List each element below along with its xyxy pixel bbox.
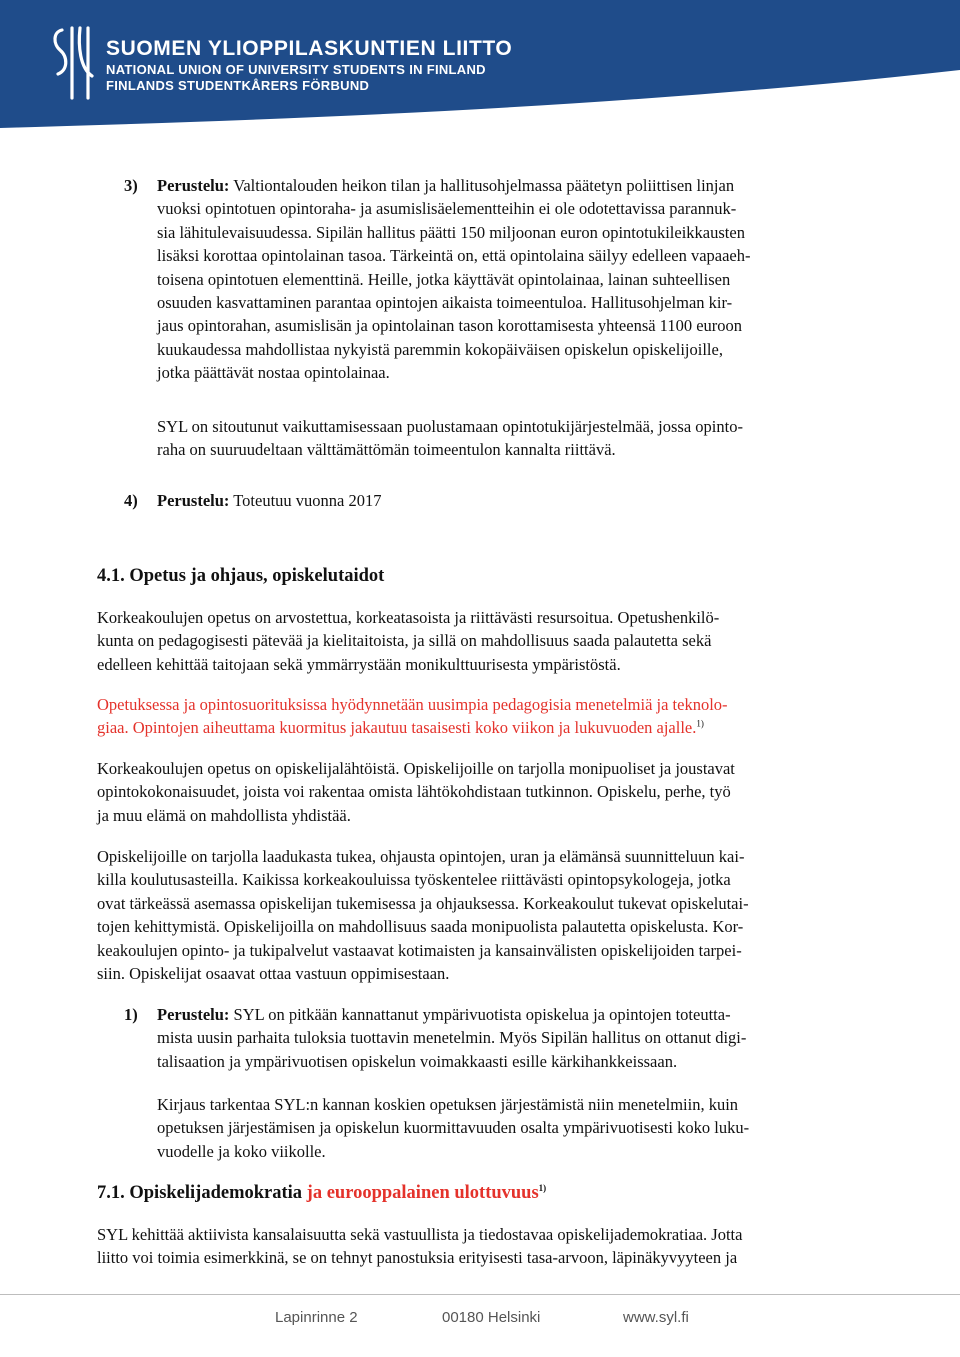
s41-item-1-paragraph-2	[157, 1093, 877, 1163]
item-3-line-4: lisäksi korottaa opintolainan tasoa. Tärkeintä on, että opintolaina säilyy edelleen vapaaeh-	[157, 246, 751, 266]
s41-p2-line-2: giaa. Opintojen aiheuttama kuormitus jakautuu tasaisesti koko viikon ja lukuvuoden ajalle.	[97, 718, 697, 738]
s71-p1-line-2: liitto voi toimia esimerkkinä, se on tehnyt panostuksia erityisesti tasa-arvoon, läpinäkyvyyteen ja	[97, 1248, 738, 1268]
item-3-line-8: kuukaudessa mahdollistaa nykyistä paremmin kokopäiväisen opiskelun opiskelijoille,	[157, 339, 723, 359]
s41-p2-line-1: Opetuksessa ja opintosuorituksissa hyödynnetään uusimpia pedagogisia menetelmiä ja teknolo-	[97, 695, 728, 714]
s41-p3-line-1: Korkeakoulujen opetus on opiskelijalähtöistä. Opiskelijoille on tarjolla monipuoliset ja joustavat	[97, 759, 735, 778]
item-3-para2-line-2: raha on suuruudeltaan välttämättömän toimeentulon kannalta riittävä.	[157, 440, 616, 460]
s41-item-1-p2-line-3: vuodelle ja koko viikolle.	[157, 1141, 326, 1161]
section-4-1-heading: 4.1. Opetus ja ohjaus, opiskelutaidot	[97, 566, 385, 586]
item-4-text: Toteutuu vuonna 2017	[233, 491, 382, 510]
s41-p4-line-1: Opiskelijoille on tarjolla laadukasta tukea, ohjausta opintojen, uran ja elämänsä suunnitteluun kai-	[97, 847, 745, 866]
s41-p4-line-3: ovat tärkeässä asemassa opiskelijan tukemisessa ja ohjauksessa. Korkeakoulut tukevat opiskelutai-	[97, 893, 749, 913]
section-7-1-heading	[97, 1181, 546, 1205]
page-header	[0, 0, 960, 150]
item-3-number: 3)	[124, 176, 138, 195]
s71-heading-highlighted: ja eurooppalainen ulottuvuus	[306, 1183, 539, 1203]
item-3-paragraph-2	[157, 415, 877, 462]
s41-item-1-p2-line-1: Kirjaus tarkentaa SYL:n kannan koskien opetuksen järjestämistä niin menetelmiin, kuin	[157, 1095, 739, 1114]
section-4-1-paragraph-1	[97, 606, 887, 676]
item-4-label: Perustelu:	[157, 491, 230, 510]
s41-p2-footnote-mark: 1)	[696, 718, 704, 729]
org-name-english: NATIONAL UNION OF UNIVERSITY STUDENTS IN FINLAND	[106, 62, 486, 77]
item-3-line-5: toisena opintotuen elementtinä. Heille, jotka käyttävät opintolainaa, lainan suhteellisen	[157, 269, 731, 289]
s71-heading-main: 7.1. Opiskelijademokratia	[97, 1183, 303, 1203]
organization-name	[106, 36, 512, 94]
item-3-line-9: jotka päättävät nostaa opintolainaa.	[157, 363, 390, 383]
syl-logo-icon	[50, 24, 96, 102]
section-4-1-paragraph-2-highlighted	[97, 693, 887, 740]
s41-p4-line-5: keakoulujen opinto- ja tukipalvelut vastaavat kotimaisten ja kansainvälisten opiskelijoiden tarpei-	[97, 940, 742, 960]
item-3-line-7: jaus opintorahan, asumislisän ja opintolainan tason korottamisesta yhteensä 1100 euroon	[157, 316, 743, 336]
s41-item-1-number: 1)	[124, 1005, 138, 1024]
s41-p1-line-1: Korkeakoulujen opetus on arvostettua, korkeatasoista ja riittävästi resursoitua. Opetushenkilö-	[97, 608, 720, 627]
footer-website-link[interactable]: www.syl.fi	[623, 1309, 689, 1326]
s41-item-1-line-3: talisaation ja ympärivuotisen opiskelun voimakkaasti esille kärkihankkeissaan.	[157, 1051, 678, 1071]
footer-divider	[0, 1294, 960, 1295]
section-7-1-paragraph-1	[97, 1223, 887, 1270]
item-3	[124, 174, 877, 385]
item-4	[124, 489, 877, 512]
s41-p3-line-2: opintokokonaisuudet, joista voi rakentaa omista lähtökohdistaan tutkinnon. Opiskelu, perhe, työ	[97, 782, 731, 802]
s41-p1-line-2: kunta on pedagogisesti pätevää ja kielitaitoista, ja sillä on mahdollisuus saada palautetta sekä	[97, 631, 712, 651]
s71-heading-footnote-mark: 1)	[538, 1182, 547, 1193]
item-4-paragraph	[157, 489, 877, 512]
section-4-1-item-1	[124, 1003, 877, 1073]
s41-p1-line-3: edelleen kehittää taitojaan sekä ymmärrystään monikulttuurisesta ympäristöstä.	[97, 654, 621, 674]
s41-p4-line-6: siin. Opiskelijat osaavat ottaa vastuun oppimisestaan.	[97, 964, 450, 984]
section-4-1-paragraph-3	[97, 757, 887, 827]
item-3-line-3: sia lähitulevaisuudessa. Sipilän hallitus päätti 150 miljoonan euron opintotukileikkausten	[157, 222, 745, 242]
org-name-swedish: FINLANDS STUDENTKÅRERS FÖRBUND	[106, 78, 370, 93]
item-3-line-1: Valtiontalouden heikon tilan ja hallitusohjelmassa päätetyn poliittisen linjan	[233, 176, 735, 195]
item-3-label: Perustelu:	[157, 176, 230, 195]
s41-item-1-paragraph	[157, 1003, 877, 1073]
s41-item-1-label: Perustelu:	[157, 1005, 230, 1024]
s41-item-1-line-1: SYL on pitkään kannattanut ympärivuotista opiskelua ja opintojen toteutta-	[233, 1005, 731, 1024]
item-3-line-2: vuoksi opintotuen opintoraha- ja asumislisäelementteihin ei ole odotettavissa parannuk-	[157, 199, 737, 219]
footer-postal: 00180 Helsinki	[442, 1309, 541, 1326]
item-3-line-6: osuuden kasvattaminen parantaa opintojen aikaista toimeentuloa. Hallitusohjelman kir-	[157, 293, 733, 313]
s41-item-1-p2-line-2: opetuksen järjestämisen ja opiskelun kuormittavuuden osalta ympärivuotisesti koko luku-	[157, 1118, 750, 1138]
item-3-paragraph	[157, 174, 877, 385]
s41-p4-line-2: killa koulutusasteilla. Kaikissa korkeakouluissa työskentelee riittävästi opintopsykologeja, jotka	[97, 870, 731, 890]
s41-p4-line-4: tojen kehittymistä. Opiskelijoilla on mahdollisuus saada monipuolista palautetta opiskelusta. Kor-	[97, 917, 744, 937]
org-name-finnish: SUOMEN YLIOPPILASKUNTIEN LIITTO	[106, 37, 513, 60]
s71-p1-line-1: SYL kehittää aktiivista kansalaisuutta sekä vastuullista ja tiedostavaa opiskelijademokratiaa. Jotta	[97, 1225, 743, 1244]
section-4-1-paragraph-4	[97, 845, 887, 985]
s41-p3-line-3: ja muu elämä on mahdollista yhdistää.	[97, 805, 351, 825]
footer-address: Lapinrinne 2	[275, 1309, 358, 1326]
item-4-number: 4)	[124, 491, 138, 510]
s41-item-1-line-2: mista uusin parhaita tuloksia tuottavin menetelmin. Myös Sipilän hallitus on ottanut digi-	[157, 1028, 747, 1048]
item-3-para2-line-1: SYL on sitoutunut vaikuttamisessaan puolustamaan opintotukijärjestelmää, jossa opinto-	[157, 417, 743, 436]
